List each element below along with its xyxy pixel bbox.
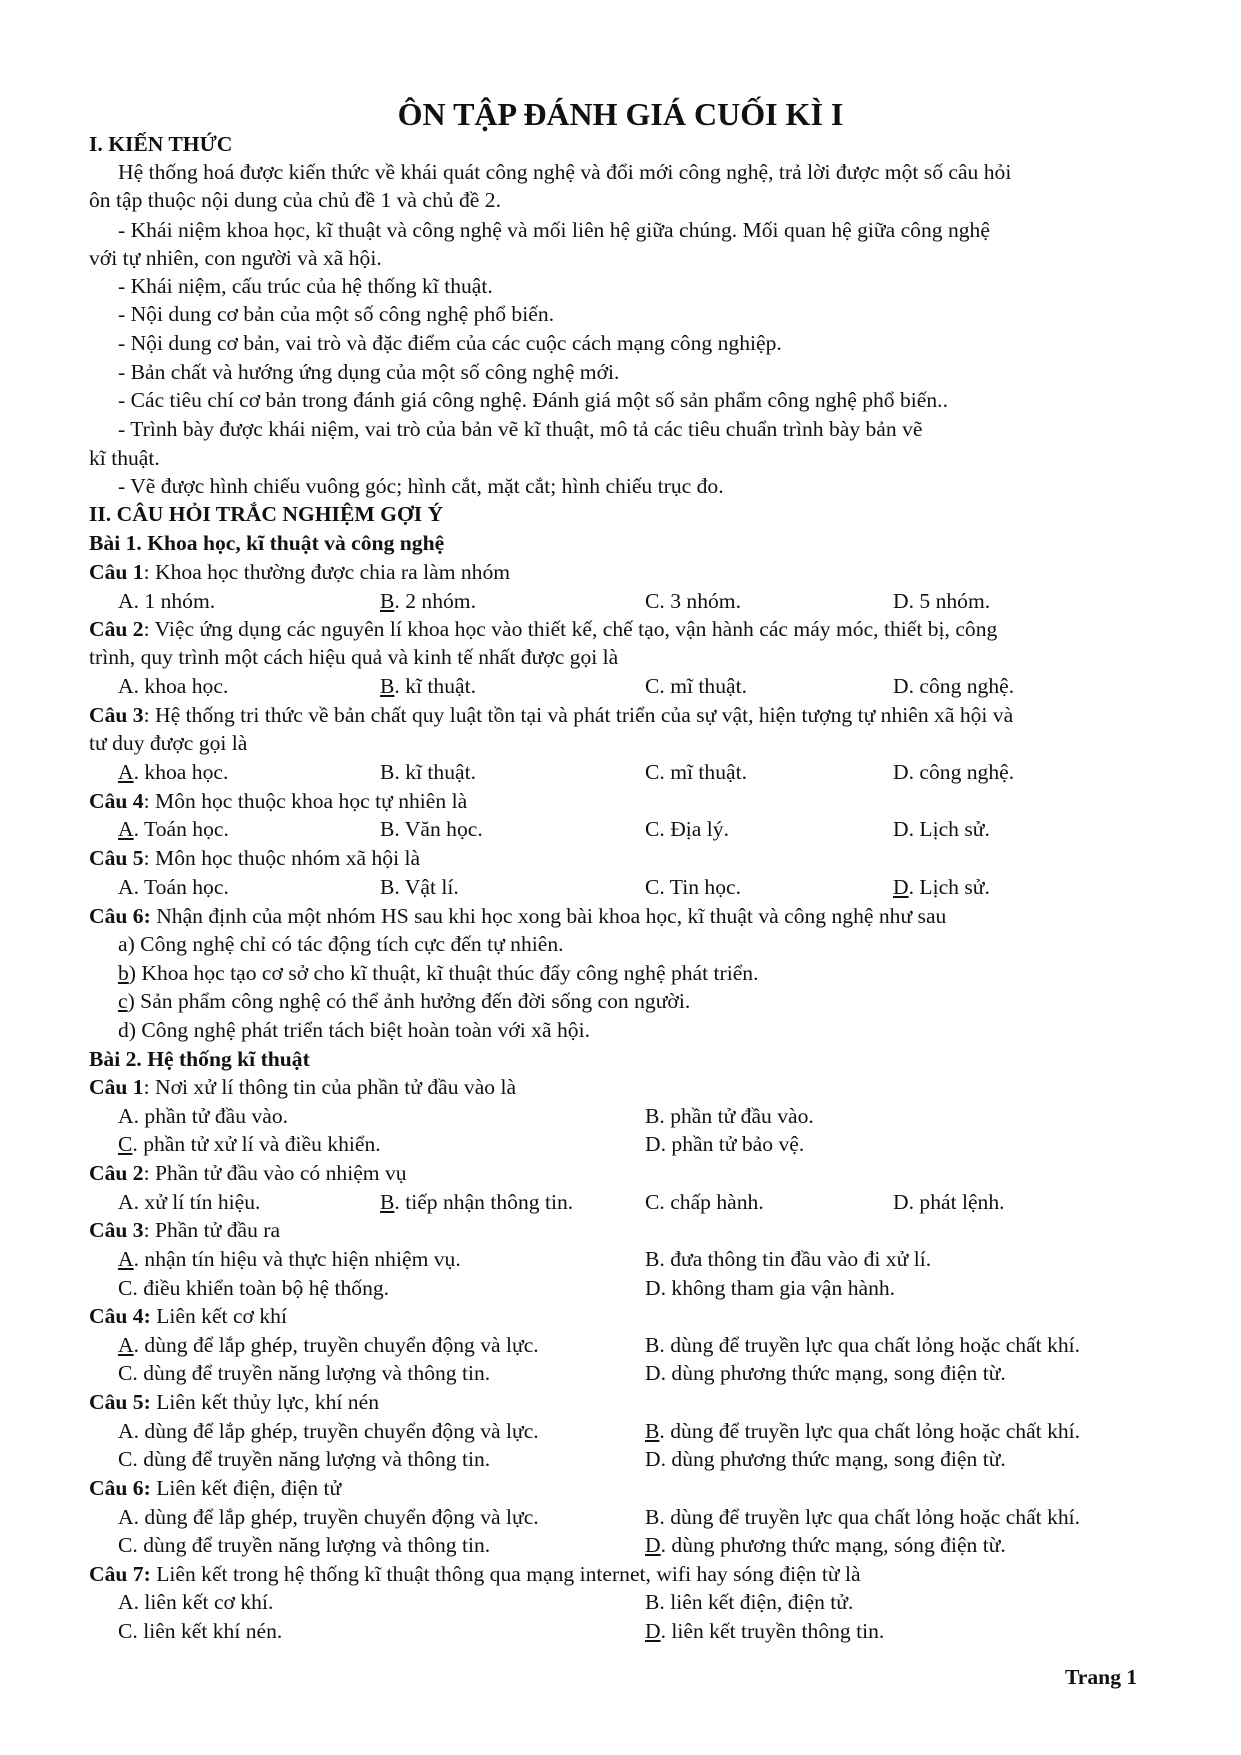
section-heading-kien-thuc: I. KIẾN THỨC	[89, 132, 233, 156]
option-a: A. dùng để lắp ghép, truyền chuyển động và lực.	[118, 1505, 539, 1529]
option-b: B. Văn học.	[380, 817, 483, 841]
option-d: D. công nghệ.	[893, 760, 1015, 784]
bullet-line: - Nội dung cơ bản của một số công nghệ phổ biến.	[118, 302, 555, 326]
bullet-line: với tự nhiên, con người và xã hội.	[89, 246, 382, 270]
option-b: B. dùng để truyền lực qua chất lỏng hoặc chất khí.	[645, 1333, 1081, 1357]
option-d: D. dùng phương thức mạng, song điện từ.	[645, 1447, 1006, 1471]
option-d: D. công nghệ.	[893, 674, 1015, 698]
question: Câu 2: Việc ứng dụng các nguyên lí khoa học vào thiết kế, chế tạo, vận hành các máy móc, thiết bị, công	[89, 617, 998, 641]
statement-d: d) Công nghệ phát triển tách biệt hoàn toàn với xã hội.	[118, 1018, 590, 1042]
bullet-line: - Vẽ được hình chiếu vuông góc; hình cắt, mặt cắt; hình chiếu trục đo.	[118, 474, 724, 498]
option-d: D. dùng phương thức mạng, sóng điện từ.	[645, 1533, 1006, 1557]
option-c: C. dùng để truyền năng lượng và thông tin.	[118, 1361, 491, 1385]
statement-a: a) Công nghệ chỉ có tác động tích cực đến tự nhiên.	[118, 932, 564, 956]
question: Câu 6: Liên kết điện, điện tử	[89, 1476, 342, 1500]
option-a: A. khoa học.	[118, 760, 229, 784]
intro-line: ôn tập thuộc nội dung của chủ đề 1 và chủ đề 2.	[89, 188, 501, 212]
lesson-heading: Bài 2. Hệ thống kĩ thuật	[89, 1047, 310, 1071]
bullet-line: - Khái niệm, cấu trúc của hệ thống kĩ thuật.	[118, 274, 493, 298]
option-b: B. đưa thông tin đầu vào đi xử lí.	[645, 1247, 932, 1271]
option-a: A. liên kết cơ khí.	[118, 1590, 274, 1614]
option-a: A. xử lí tín hiệu.	[118, 1190, 261, 1214]
page-number: Trang 1	[1065, 1665, 1138, 1689]
option-c: C. mĩ thuật.	[645, 674, 747, 698]
option-a: A. dùng để lắp ghép, truyền chuyển động và lực.	[118, 1333, 539, 1357]
option-c: C. chấp hành.	[645, 1190, 764, 1214]
option-d: D. dùng phương thức mạng, song điện từ.	[645, 1361, 1006, 1385]
option-d: D. Lịch sử.	[893, 875, 990, 899]
option-a: A. nhận tín hiệu và thực hiện nhiệm vụ.	[118, 1247, 461, 1271]
question: Câu 5: Môn học thuộc nhóm xã hội là	[89, 846, 421, 870]
question: Câu 3: Hệ thống tri thức về bản chất quy luật tồn tại và phát triển của sự vật, hiện tượng tự nhiên xã hội và	[89, 703, 1014, 727]
bullet-line: - Nội dung cơ bản, vai trò và đặc điểm của các cuộc cách mạng công nghiệp.	[118, 331, 782, 355]
page-title: ÔN TẬP ĐÁNH GIÁ CUỐI KÌ I	[397, 96, 844, 132]
intro-line: Hệ thống hoá được kiến thức về khái quát công nghệ và đổi mới công nghệ, trả lời được một số câu hỏi	[118, 160, 1012, 184]
option-d: D. 5 nhóm.	[893, 589, 991, 613]
option-d: D. phần tử bảo vệ.	[645, 1132, 805, 1156]
question: Câu 1: Nơi xử lí thông tin của phần tử đầu vào là	[89, 1075, 517, 1099]
question: Câu 4: Liên kết cơ khí	[89, 1304, 287, 1328]
question: Câu 6: Nhận định của một nhóm HS sau khi học xong bài khoa học, kĩ thuật và công nghệ như sau	[89, 904, 947, 928]
option-d: D. phát lệnh.	[893, 1190, 1005, 1214]
option-c: C. điều khiển toàn bộ hệ thống.	[118, 1276, 390, 1300]
option-a: A. Toán học.	[118, 875, 229, 899]
bullet-line: - Trình bày được khái niệm, vai trò của bản vẽ kĩ thuật, mô tả các tiêu chuẩn trình bày bản vẽ	[118, 417, 923, 441]
statement-b: b) Khoa học tạo cơ sở cho kĩ thuật, kĩ thuật thúc đẩy công nghệ phát triển.	[118, 961, 759, 985]
option-a: A. dùng để lắp ghép, truyền chuyển động và lực.	[118, 1419, 539, 1443]
option-b: B. 2 nhóm.	[380, 589, 476, 613]
option-c: C. dùng để truyền năng lượng và thông tin.	[118, 1533, 491, 1557]
option-b: B. tiếp nhận thông tin.	[380, 1190, 574, 1214]
option-a: A. phần tử đầu vào.	[118, 1104, 289, 1128]
statement-c: c) Sản phẩm công nghệ có thể ảnh hưởng đến đời sống con người.	[118, 989, 691, 1013]
bullet-line: kĩ thuật.	[89, 446, 160, 470]
option-b: B. dùng để truyền lực qua chất lỏng hoặc chất khí.	[645, 1505, 1081, 1529]
option-d: D. không tham gia vận hành.	[645, 1276, 896, 1300]
bullet-line: - Bản chất và hướng ứng dụng của một số công nghệ mới.	[118, 360, 620, 384]
option-c: C. phần tử xử lí và điều khiển.	[118, 1132, 381, 1156]
question: Câu 1: Khoa học thường được chia ra làm nhóm	[89, 560, 511, 584]
bullet-line: - Khái niệm khoa học, kĩ thuật và công nghệ và mối liên hệ giữa chúng. Mối quan hệ giữa công nghệ	[118, 218, 990, 242]
question: Câu 4: Môn học thuộc khoa học tự nhiên là	[89, 789, 468, 813]
option-a: A. 1 nhóm.	[118, 589, 216, 613]
option-a: A. Toán học.	[118, 817, 229, 841]
option-c: C. Địa lý.	[645, 817, 729, 841]
option-d: D. liên kết truyền thông tin.	[645, 1619, 885, 1643]
option-b: B. phần tử đầu vào.	[645, 1104, 814, 1128]
bullet-line: - Các tiêu chí cơ bản trong đánh giá công nghệ. Đánh giá một số sản phẩm công nghệ phổ biến..	[118, 388, 948, 412]
section-heading-trac-nghiem: II. CÂU HỎI TRẮC NGHIỆM GỢI Ý	[89, 502, 444, 526]
option-c: C. mĩ thuật.	[645, 760, 747, 784]
option-c: C. liên kết khí nén.	[118, 1619, 283, 1643]
option-c: C. Tin học.	[645, 875, 742, 899]
option-c: C. dùng để truyền năng lượng và thông tin.	[118, 1447, 491, 1471]
option-c: C. 3 nhóm.	[645, 589, 741, 613]
option-b: B. Vật lí.	[380, 875, 459, 899]
option-b: B. liên kết điện, điện tử.	[645, 1590, 854, 1614]
question: Câu 5: Liên kết thủy lực, khí nén	[89, 1390, 379, 1414]
question-cont: tư duy được gọi là	[89, 731, 248, 755]
lesson-heading: Bài 1. Khoa học, kĩ thuật và công nghệ	[89, 531, 445, 555]
option-b: B. kĩ thuật.	[380, 674, 476, 698]
question-cont: trình, quy trình một cách hiệu quả và kinh tế nhất được gọi là	[89, 645, 619, 669]
option-b: B. dùng để truyền lực qua chất lỏng hoặc chất khí.	[645, 1419, 1081, 1443]
option-d: D. Lịch sử.	[893, 817, 990, 841]
option-b: B. kĩ thuật.	[380, 760, 476, 784]
option-a: A. khoa học.	[118, 674, 229, 698]
question: Câu 3: Phần tử đầu ra	[89, 1218, 281, 1242]
question: Câu 2: Phần tử đầu vào có nhiệm vụ	[89, 1161, 407, 1185]
question: Câu 7: Liên kết trong hệ thống kĩ thuật thông qua mạng internet, wifi hay sóng điện từ là	[89, 1562, 861, 1586]
